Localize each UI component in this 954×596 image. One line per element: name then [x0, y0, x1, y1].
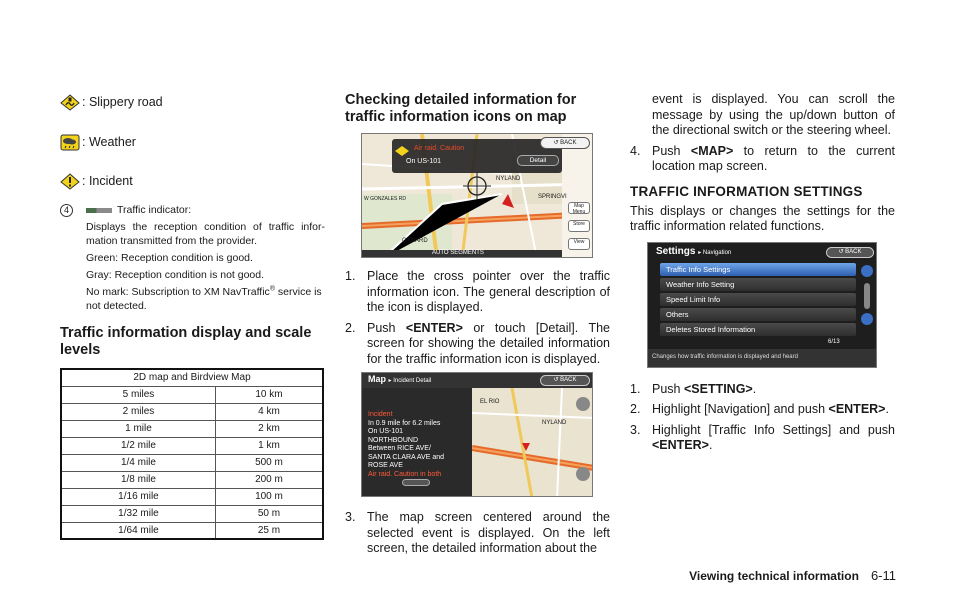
- scale-miles-cell: 5 miles: [61, 386, 215, 403]
- map-2-nyland: NYLAND: [542, 420, 567, 426]
- page-number: 6-11: [870, 568, 896, 583]
- incident-line: SANTA CLARA AVE and: [368, 453, 445, 461]
- traffic-indicator-icon: [86, 208, 112, 213]
- scale-miles-cell: 1 mile: [61, 420, 215, 437]
- right-column: [630, 92, 895, 459]
- settings-back-button[interactable]: ↺ BACK: [826, 247, 874, 258]
- settings-screenshot: [647, 242, 877, 368]
- table-row: [61, 522, 323, 539]
- steps-list-b: [345, 510, 610, 557]
- scale-table: [60, 368, 324, 540]
- map-2-back-button[interactable]: ↺ BACK: [540, 375, 590, 386]
- settings-menu-item[interactable]: Others: [660, 308, 856, 321]
- list-item: 4. Push <MAP> to return to the current location map screen.: [630, 143, 895, 173]
- list-item: 3. Highlight [Traffic Info Settings] and push <ENTER>.: [630, 422, 895, 452]
- table-header-row: [61, 369, 323, 386]
- incident-line: On US-101: [368, 428, 404, 435]
- list-item: 2. Highlight [Navigation] and push <ENTER>.: [630, 402, 889, 416]
- table-row: [61, 386, 323, 403]
- steps-list-d: [630, 382, 895, 454]
- map-1-road: On US-101: [406, 158, 442, 165]
- settings-counter: 6/13: [828, 338, 840, 345]
- incident-line: Incident: [368, 411, 393, 418]
- map-screenshot-1: [361, 133, 593, 258]
- table-header: 2D map and Birdview Map: [61, 369, 323, 386]
- scale-metric-cell: 1 km: [215, 437, 323, 454]
- incident-detail-text: [368, 411, 444, 479]
- scale-metric-cell: 10 km: [215, 386, 323, 403]
- list-item: 3. The map screen centered around the selected event is displayed. On the left screen, the detailed information about the: [345, 510, 610, 555]
- map-1-store-button[interactable]: Store: [568, 220, 590, 232]
- icon-legend-weather: [60, 132, 325, 152]
- list-item: 2. Push <ENTER> or touch [Detail]. The screen for showing the detailed information for the traffic information icon is displayed.: [345, 320, 610, 366]
- traffic-indicator-title: Traffic indicator:: [117, 204, 192, 216]
- map-2-elrio: EL RIO: [480, 399, 500, 405]
- map-2-title: Map ▸ Incident Detail: [368, 374, 432, 384]
- scale-miles-cell: 1/64 mile: [61, 522, 215, 539]
- reception-gray: Gray: Reception condition is not good.: [86, 269, 265, 281]
- map-1-view-button[interactable]: View: [568, 238, 590, 250]
- table-row: [61, 454, 323, 471]
- map-1-oxnard: OXNARD: [402, 238, 428, 244]
- map-1-status: AUTO SEGMENTS: [432, 250, 484, 256]
- scale-miles-cell: 1/16 mile: [61, 488, 215, 505]
- table-row: [61, 403, 323, 420]
- traffic-settings-intro: This displays or changes the settings for the traffic information related functions.: [630, 203, 895, 233]
- incident-label: : Incident: [82, 174, 133, 188]
- reception-green: Green: Reception condition is good.: [86, 252, 253, 264]
- table-row: [61, 488, 323, 505]
- weather-label: : Weather: [82, 135, 136, 149]
- incident-line: ROSE AVE: [368, 462, 403, 469]
- table-row: [61, 505, 323, 522]
- scale-metric-cell: 2 km: [215, 420, 323, 437]
- reception-nomark: No mark: Subscription to XM NavTraffic® service is not detected.: [86, 285, 322, 312]
- table-row: [61, 471, 323, 488]
- map-1-detail-button[interactable]: Detail: [517, 155, 559, 166]
- map-1-nyland: NYLAND: [496, 176, 521, 182]
- scale-metric-cell: 500 m: [215, 454, 323, 471]
- scale-metric-cell: 4 km: [215, 403, 323, 420]
- page-footer: [660, 568, 896, 583]
- incident-line: Air raid. Caution in both: [368, 470, 442, 478]
- map-1-back-button[interactable]: ↺ BACK: [540, 137, 590, 149]
- slippery-road-label: : Slippery road: [82, 95, 163, 109]
- scale-metric-cell: 100 m: [215, 488, 323, 505]
- settings-menu-item[interactable]: Weather Info Setting: [660, 278, 856, 291]
- table-row: [61, 420, 323, 437]
- icon-legend-slippery: [60, 92, 325, 112]
- traffic-indicator-desc: Displays the reception condition of traffic infor-mation transmitted from the provider.: [86, 221, 325, 247]
- icon-legend-incident: [60, 171, 325, 191]
- traffic-indicator-item: [60, 203, 325, 313]
- map-1-springville: SPRINGVI: [538, 194, 567, 200]
- footer-section: Viewing technical information: [689, 569, 859, 583]
- map-1-menu-button[interactable]: Map Menu: [568, 202, 590, 214]
- steps-list-a: [345, 269, 610, 367]
- settings-menu: [660, 263, 856, 338]
- settings-menu-item[interactable]: Traffic Info Settings: [660, 263, 856, 276]
- scale-metric-cell: 200 m: [215, 471, 323, 488]
- list-item: 1. Push <SETTING>.: [630, 381, 757, 396]
- scrollbar[interactable]: [864, 283, 870, 309]
- middle-column: [345, 92, 610, 562]
- steps-list-c: [630, 144, 895, 175]
- incident-icon: [60, 173, 80, 190]
- settings-title: Settings ▸ Navigation: [656, 245, 732, 257]
- settings-menu-item[interactable]: Speed Limit Info: [660, 293, 856, 306]
- map-1-road2: W GONZALES RD: [364, 196, 406, 202]
- incident-line: Between RICE AVE/: [368, 445, 431, 452]
- settings-menu-item[interactable]: Deletes Stored Information: [660, 323, 856, 336]
- scale-miles-cell: 1/4 mile: [61, 454, 215, 471]
- weather-icon: [60, 134, 80, 151]
- traffic-settings-heading: TRAFFIC INFORMATION SETTINGS: [630, 183, 863, 199]
- scale-miles-cell: 2 miles: [61, 403, 215, 420]
- scale-metric-cell: 50 m: [215, 505, 323, 522]
- settings-hint: Changes how traffic information is displayed and heard: [648, 349, 877, 368]
- detail-info-heading: Checking detailed information for traffic information icons on map: [345, 92, 577, 125]
- left-column: [60, 92, 325, 540]
- map-1-alert: Air raid. Caution: [414, 145, 465, 152]
- map-screenshot-2: [361, 372, 593, 497]
- incident-line: NORTHBOUND: [368, 436, 419, 444]
- scale-miles-cell: 1/8 mile: [61, 471, 215, 488]
- scale-miles-cell: 1/2 mile: [61, 437, 215, 454]
- slippery-road-icon: [60, 94, 80, 111]
- incident-line: In 0.9 mile for 6.2 miles: [368, 419, 441, 427]
- scroll-down-icon[interactable]: [861, 313, 873, 325]
- scroll-down-button[interactable]: [402, 479, 430, 486]
- scroll-up-icon[interactable]: [861, 265, 873, 277]
- callout-number: 4: [60, 204, 73, 217]
- scale-metric-cell: 25 m: [215, 522, 323, 539]
- scale-miles-cell: 1/32 mile: [61, 505, 215, 522]
- scale-levels-heading: Traffic information display and scale levels: [60, 325, 312, 358]
- continued-text: event is displayed. You can scroll the message by using the up/down button of the directional switch or the steering wheel.: [652, 92, 895, 137]
- table-row: [61, 437, 323, 454]
- list-item: 1. Place the cross pointer over the traffic information icon. The general description of the icon is displayed.: [345, 269, 610, 314]
